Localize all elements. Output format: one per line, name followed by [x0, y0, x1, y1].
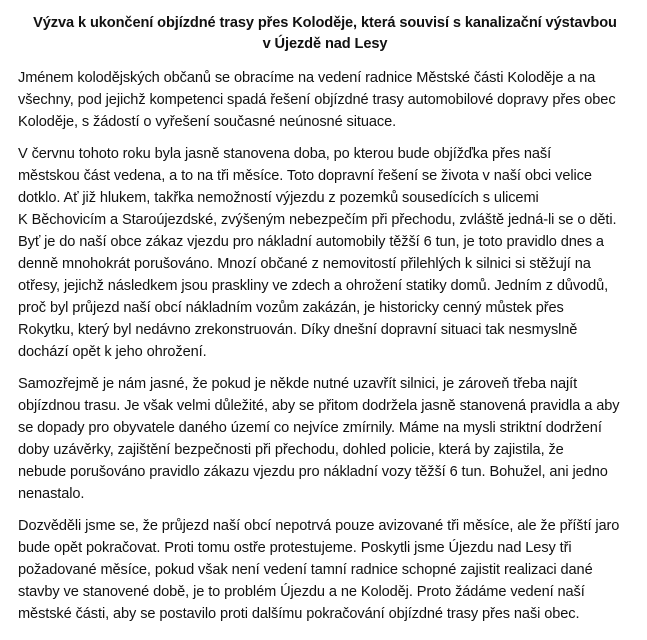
text-line: městskou část vedena, a to na tři měsíce. Toto dopravní řešení se života v naší obci velice: [18, 168, 592, 184]
text-line: všechny, pod jejichž kompetenci spadá řešení objízdné trasy automobilové dopravy přes obec: [18, 92, 616, 108]
paragraph-intro: [18, 67, 632, 133]
text-line: nebude porušováno pravidlo zákazu vjezdu pro nákladní vozy těžší 6 tun. Bohužel, ani jedno: [18, 464, 608, 480]
text-line: Dozvěděli jsme se, že průjezd naší obcí nepotrvá pouze avizované tři měsíce, ale že příští jaro: [18, 518, 620, 534]
text-line: se dopady pro obyvatele daného území co nejvíce zmírnily. Máme na mysli striktní dodržení: [18, 420, 602, 436]
document-title: [18, 13, 632, 55]
document-page: [18, 13, 632, 635]
text-line: K Běchovicím a Staroújezdské, zvýšeným nebezpečím při přechodu, zvláště jedná-li se o děti.: [18, 212, 617, 228]
text-line: městské části, aby se postavilo proti dalšímu pokračování objízdné trasy přes naši obec.: [18, 606, 580, 622]
text-line: dochází opět k jeho ohrožení.: [18, 344, 207, 360]
text-line: nenastalo.: [18, 486, 85, 502]
paragraph-situation: [18, 143, 632, 363]
text-line: otřesy, jejichž následkem jsou praskliny ve zdech a ohrožení statiky domů. Jedním z důvodů,: [18, 278, 609, 294]
title-line: v Újezdě nad Lesy: [262, 36, 388, 52]
text-line: objízdnou trasu. Je však velmi důležité, aby se přitom dodržela jasně stanovená pravidla a aby: [18, 398, 620, 414]
text-line: denně mnohokrát porušováno. Mnozí občané z nemovitostí přilehlých k silnici si stěžují na: [18, 256, 591, 272]
text-line: Rokytku, který byl nedávno zrekonstruován. Díky dnešní dopravní situaci tak nesmyslně: [18, 322, 578, 338]
text-line: stavby ve stanovené době, je to problém Újezdu a ne Koloděj. Proto žádáme vedení naší: [18, 584, 585, 600]
text-line: Byť je do naší obce zákaz vjezdu pro nákladní automobily těžší 6 tun, je toto pravidlo dnes a: [18, 234, 604, 250]
text-line: dotklo. Ať již hlukem, takřka nemožností výjezdu z pozemků sousedících s ulicemi: [18, 190, 539, 206]
text-line: Jménem kolodějských občanů se obracíme na vedení radnice Městské části Koloděje a na: [18, 70, 596, 86]
paragraph-protest: [18, 515, 632, 625]
title-line: Výzva k ukončení objízdné trasy přes Koloděje, která souvisí s kanalizační výstavbou: [33, 15, 617, 31]
text-line: Koloděje, s žádostí o vyřešení současné neúnosné situace.: [18, 114, 397, 130]
text-line: doby uzávěrky, zajištění bezpečnosti při přechodu, dohled policie, která by zajistila, že: [18, 442, 564, 458]
paragraph-rules: [18, 373, 632, 505]
text-line: požadované měsíce, pokud však není vedení tamní radnice schopné zajistit realizaci dané: [18, 562, 593, 578]
text-line: Samozřejmě je nám jasné, že pokud je někde nutné uzavřít silnici, je zároveň třeba najít: [18, 376, 578, 392]
text-line: bude opět pokračovat. Proti tomu ostře protestujeme. Poskytli jsme Újezdu nad Lesy tři: [18, 540, 572, 556]
text-line: proč byl průjezd naší obcí nákladním vozům zakázán, je historicky cenný můstek přes: [18, 300, 564, 316]
text-line: V červnu tohoto roku byla jasně stanovena doba, po kterou bude objížďka přes naší: [18, 146, 552, 162]
